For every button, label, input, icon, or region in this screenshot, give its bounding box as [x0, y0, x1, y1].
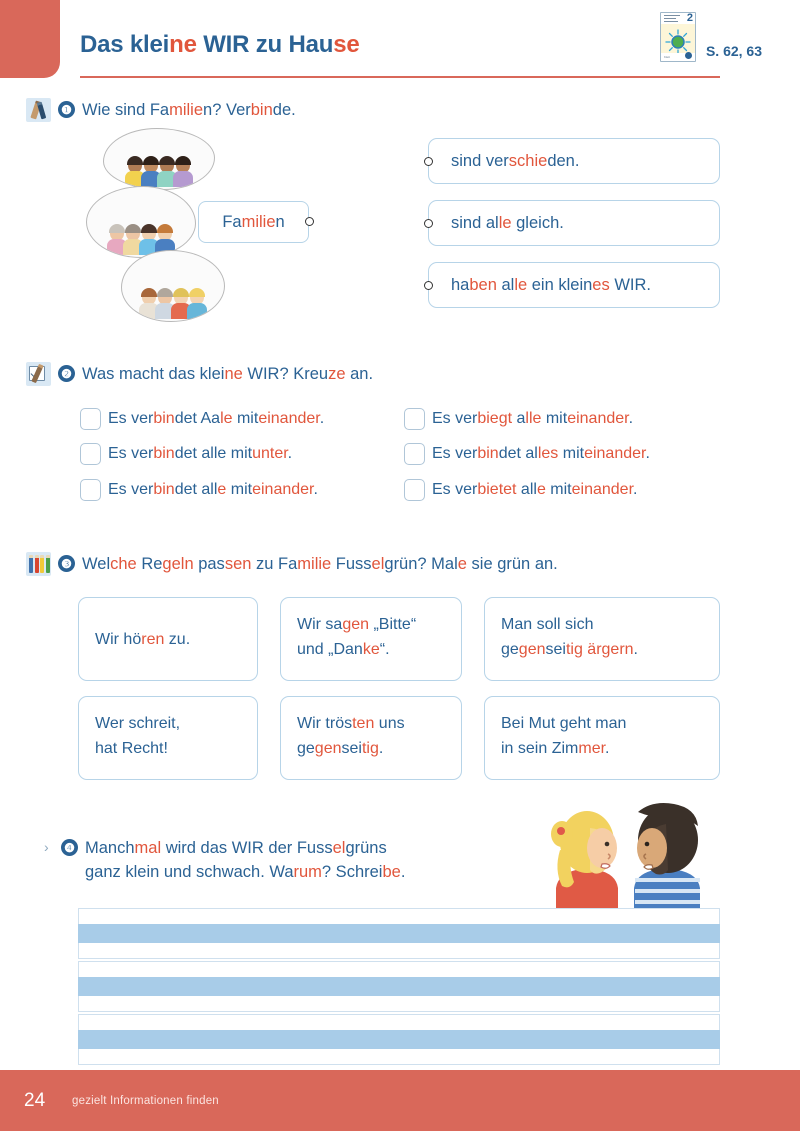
- task-1-option-2-label: sind alle gleich.: [451, 213, 564, 232]
- source-page-reference: S. 62, 63: [705, 43, 762, 59]
- footer-competency-label: gezielt Informationen finden: [72, 1094, 219, 1107]
- pencil-icon: [26, 98, 51, 122]
- girl-figure: [551, 811, 618, 908]
- task-3-heading: [26, 552, 746, 576]
- task-3-rule-4[interactable]: [78, 696, 258, 780]
- task-2-choice-4-label: Es verbindet alles miteinander.: [432, 445, 650, 462]
- task-1-number: ❶: [58, 101, 75, 118]
- task-2-heading: [26, 362, 726, 386]
- task-1-option-3-label: haben alle ein kleines WIR.: [451, 275, 651, 294]
- answer-line-1-top: [78, 908, 720, 924]
- task-1-option-1-label: sind verschieden.: [451, 151, 580, 170]
- task-1-heading: [26, 98, 726, 122]
- connection-knob-option-3[interactable]: [424, 281, 433, 290]
- family-cloud-2: [86, 186, 196, 258]
- task-2-choice-3-label: Es verbindet alle mitunter.: [108, 445, 293, 462]
- task-3-rule-3[interactable]: [484, 597, 720, 681]
- answer-line-3-bottom: [78, 1049, 720, 1065]
- task-3-number: ❸: [58, 555, 75, 572]
- checkbox-3[interactable]: [80, 443, 101, 465]
- checkbox-5[interactable]: [80, 479, 101, 501]
- connection-knob-option-2[interactable]: [424, 219, 433, 228]
- task-1-option-1[interactable]: [428, 138, 720, 184]
- answer-line-group-1[interactable]: [78, 908, 720, 959]
- task-2-choice-6[interactable]: [404, 479, 637, 501]
- task-2-choice-2[interactable]: [404, 408, 633, 430]
- task-1-option-3[interactable]: [428, 262, 720, 308]
- family-cloud-3: [121, 250, 225, 322]
- connection-knob-option-1[interactable]: [424, 157, 433, 166]
- task-2-choice-5[interactable]: [80, 479, 318, 501]
- task-3-rule-4-text: Wer schreit, hat Recht!: [95, 715, 181, 757]
- boy-figure: [634, 803, 700, 908]
- task-4-heading: [44, 836, 544, 884]
- task-3-rule-5[interactable]: [280, 696, 462, 780]
- task-2-choice-5-label: Es verbindet alle miteinander.: [108, 481, 318, 498]
- checkbox-6[interactable]: [404, 479, 425, 501]
- task-3-rule-1[interactable]: [78, 597, 258, 681]
- answer-line-1-band: [78, 924, 720, 943]
- task-2-choice-4[interactable]: [404, 443, 650, 465]
- workbook-cover-icon: 2 Klett: [660, 12, 696, 62]
- familien-term-label: Familien: [222, 212, 285, 231]
- answer-line-group-2[interactable]: [78, 961, 720, 1012]
- checkbox-2[interactable]: [404, 408, 425, 430]
- task-3-rule-1-text: Wir hören zu.: [95, 630, 191, 648]
- task-3-rule-3-text: Man soll sich gegenseitig ärgern.: [501, 616, 638, 658]
- task-3-rule-6-text: Bei Mut geht man in sein Zimmer.: [501, 715, 627, 757]
- familien-term-box[interactable]: [198, 201, 309, 243]
- task-3-rule-2[interactable]: [280, 597, 462, 681]
- colored-pencils-icon: [26, 552, 51, 576]
- two-children-facing-each-other: [528, 790, 724, 912]
- footer-page-number: 24: [24, 1089, 46, 1111]
- task-4-number: ❹: [61, 839, 78, 856]
- answer-line-3-band: [78, 1030, 720, 1049]
- page-title: Das kleine WIR zu Hause: [80, 31, 360, 58]
- checkbox-pencil-icon: [26, 362, 51, 386]
- task-4-instruction: Manchmal wird das WIR der Fusselgrüns ganz klein und schwach. Warum? Schreibe.: [85, 839, 406, 881]
- task-3-rule-5-text: Wir trösten uns gegenseitig.: [297, 715, 405, 757]
- task-1-option-2[interactable]: [428, 200, 720, 246]
- task-2-instruction: Was macht das kleine WIR? Kreuze an.: [82, 365, 374, 383]
- task-3-rule-6[interactable]: [484, 696, 720, 780]
- header-reference: [660, 12, 762, 62]
- header-divider: [80, 76, 720, 78]
- answer-line-3-top: [78, 1014, 720, 1030]
- arrow-marker-icon: ›: [44, 839, 49, 855]
- task-2-choice-3[interactable]: [80, 443, 292, 465]
- task-2-choice-1-label: Es verbindet Aale miteinander.: [108, 410, 325, 427]
- task-2-number: ❷: [58, 365, 75, 382]
- task-2-choice-6-label: Es verbietet alle miteinander.: [432, 481, 638, 498]
- task-2-choice-1[interactable]: [80, 408, 324, 430]
- family-cloud-1: [103, 128, 215, 190]
- answer-line-2-band: [78, 977, 720, 996]
- task-3-rule-2-text: Wir sagen „Bitte“ und „Danke“.: [297, 616, 417, 658]
- answer-line-1-bottom: [78, 943, 720, 959]
- task-1-instruction: Wie sind Familien? Verbinde.: [82, 101, 296, 119]
- connection-knob-familien[interactable]: [305, 217, 314, 226]
- page-footer: [0, 1070, 800, 1131]
- answer-line-2-top: [78, 961, 720, 977]
- task-2-choice-2-label: Es verbiegt alle miteinander.: [432, 410, 634, 427]
- checkbox-1[interactable]: [80, 408, 101, 430]
- corner-tab-decoration: [0, 0, 60, 78]
- task-3-instruction: Welche Regeln passen zu Familie Fusselgrün? Male sie grün an.: [82, 555, 558, 573]
- workbook-cover-number: 2: [686, 12, 693, 24]
- checkbox-4[interactable]: [404, 443, 425, 465]
- answer-line-2-bottom: [78, 996, 720, 1012]
- answer-line-group-3[interactable]: [78, 1014, 720, 1065]
